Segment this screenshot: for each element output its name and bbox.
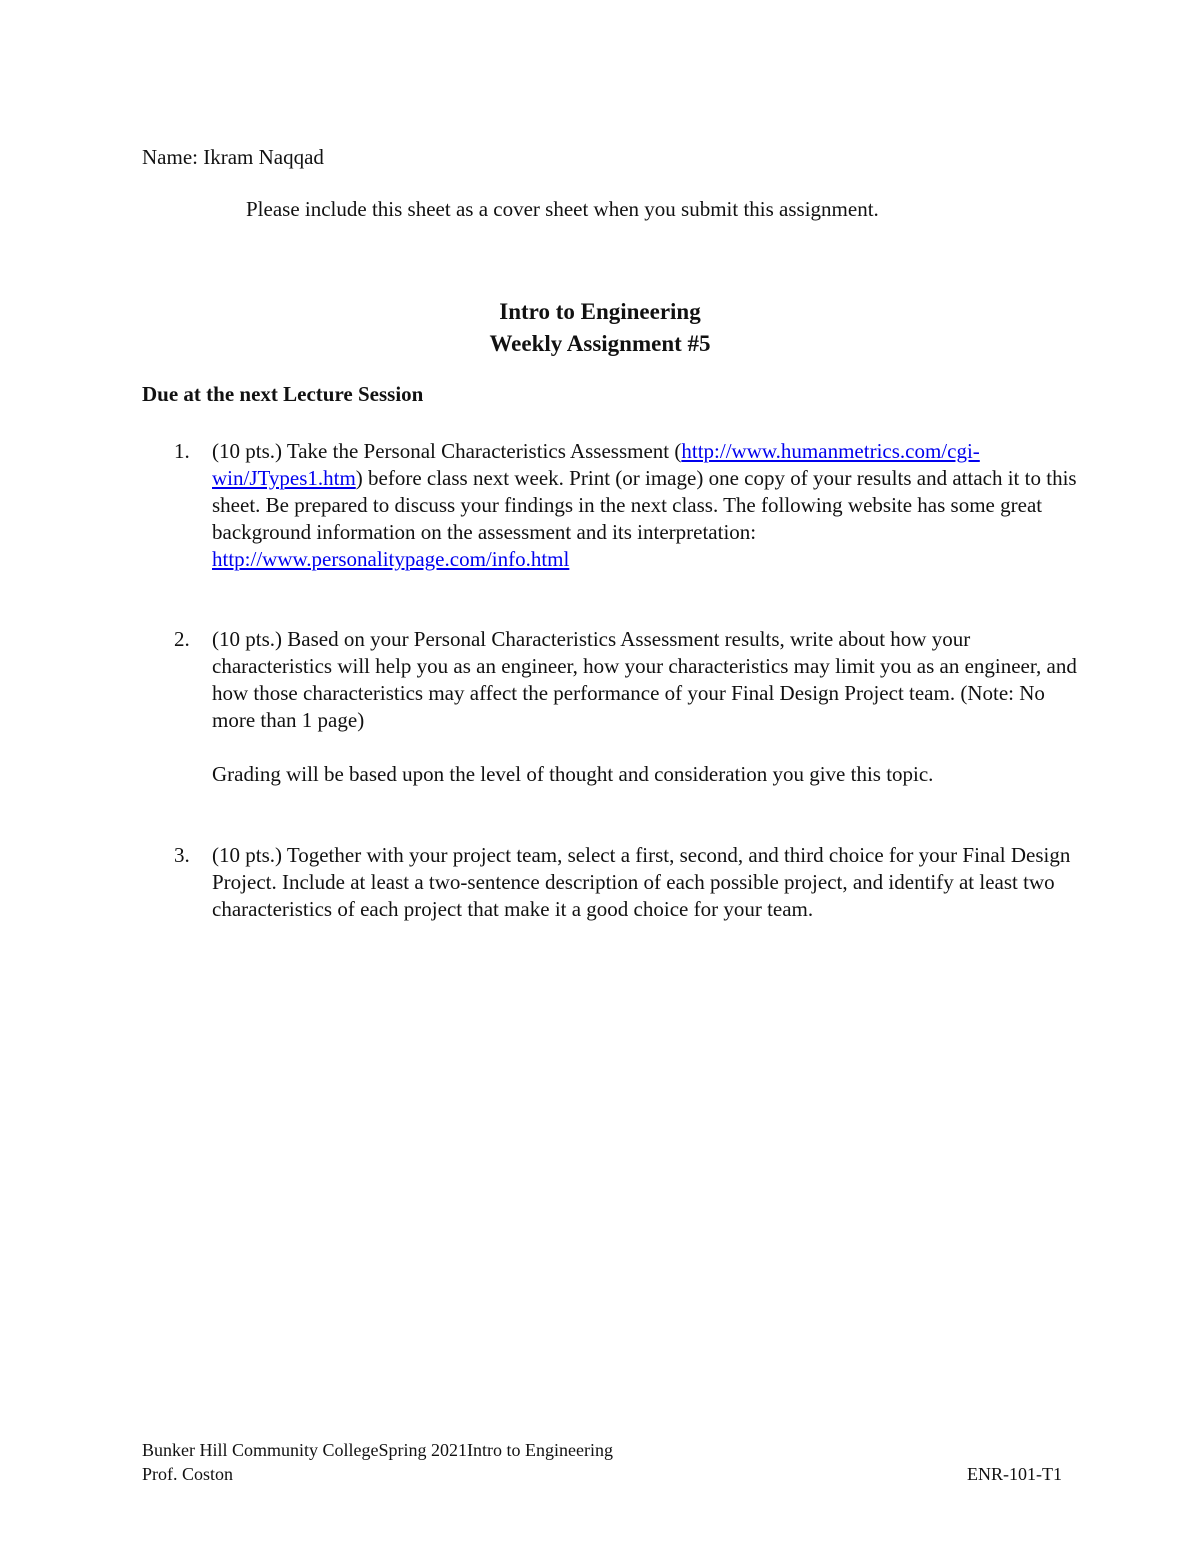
page-footer xyxy=(142,1438,1062,1486)
item-text: (10 pts.) Based on your Personal Characteristics Assessment results, write about how your characteristics will help you as an engineer, how your characteristics may limit you as an engineer, and how those characteristics may affect the performance of your Final Design Project team. (Note: No more than 1 page) xyxy=(212,627,1077,732)
item-body xyxy=(212,626,1082,788)
assignment-item-3 xyxy=(142,842,1082,962)
item-number: 3. xyxy=(174,843,190,867)
assignment-item-2 xyxy=(142,626,1082,796)
grading-note: Grading will be based upon the level of thought and consideration you give this topic. xyxy=(212,762,934,786)
cover-sheet-note: Please include this sheet as a cover sheet when you submit this assignment. xyxy=(246,197,879,221)
student-name: Name: Ikram Naqqad xyxy=(142,145,324,169)
personalitypage-link[interactable]: http://www.personalitypage.com/info.html xyxy=(212,547,570,571)
humanmetrics-link[interactable]: http://www.humanmetrics.com/cgi-win/JTypes1.htm xyxy=(212,439,980,490)
item-text: (10 pts.) Together with your project team, select a first, second, and third choice for your Final Design Project. Include at least a two-sentence description of each possible project, and identify at least two characteristics of each project that make it a good choice for your team. xyxy=(212,843,1071,921)
footer-professor: Prof. Coston xyxy=(142,1464,234,1484)
assignment-item-1 xyxy=(142,438,1082,578)
item-text: (10 pts.) Take the Personal Characteristics Assessment ( xyxy=(212,439,682,463)
footer-college-line: Bunker Hill Community CollegeSpring 2021Intro to Engineering xyxy=(142,1440,613,1460)
item-body xyxy=(212,438,1082,573)
due-heading: Due at the next Lecture Session xyxy=(142,382,424,406)
item-number: 1. xyxy=(174,439,190,463)
item-text: ) before class next week. Print (or image) one copy of your results and attach it to this sheet. Be prepared to discuss your findings in the next class. The following website has some great background information on the assessment and its interpretation: xyxy=(212,466,1077,544)
assignment-title: Weekly Assignment #5 xyxy=(489,331,711,356)
footer-course-id: ENR-101-T1 xyxy=(967,1464,1062,1484)
item-number: 2. xyxy=(174,627,190,651)
document-title xyxy=(0,296,1200,360)
item-body xyxy=(212,842,1082,923)
course-title: Intro to Engineering xyxy=(499,299,701,324)
